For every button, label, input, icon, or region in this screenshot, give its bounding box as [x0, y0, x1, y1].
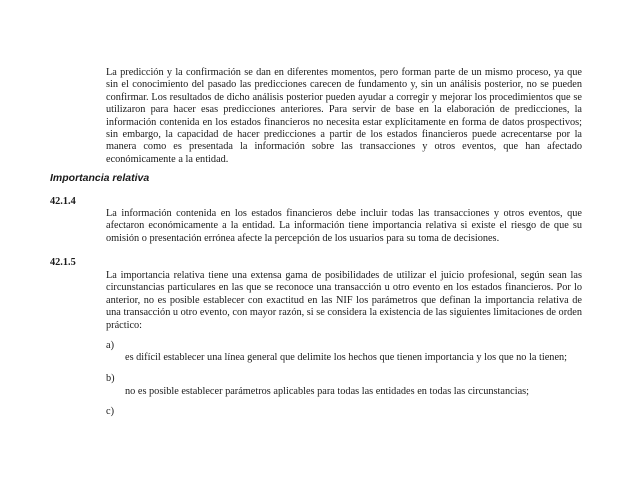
section-number: 42.1.5 [50, 257, 76, 268]
section-heading: Importancia relativa [50, 172, 150, 184]
intro-paragraph: La predicción y la confirmación se dan en diferentes momentos, pero forman parte de un mismo proceso, ya que sin el conocimiento del pasado las predicciones carecen de fundamento y, sin un análisis posterior, no se pueden confirmar. Los resultados de dicho análisis posterior pueden ayudar a corregir y mejorar los procedimientos que se utilizaron para hacer esas predicciones anteriores. Para servir de base en la elaboración de predicciones, la información contenida en los estados financieros no necesita estar explícitamente en forma de datos prospectivos; sin embargo, la capacidad de hacer predicciones a partir de los estados financieros puede acrecentarse por la manera como es presentada la información sobre las transacciones y otros eventos, que han afectado económicamente a la entidad. [106, 67, 582, 165]
section-paragraph: La importancia relativa tiene una extensa gama de posibilidades de utilizar el juicio profesional, según sean las circunstancias particulares en las que se reconoce una transacción u otro evento en los estados financieros. Por lo anterior, no es posible establecer con exactitud en las NIF los parámetros que definan la importancia relativa de una transacción u otro evento, con mayor razón, si se considera la existencia de las siguientes limitaciones de orden práctico: [106, 270, 582, 331]
list-item-marker: a) [106, 340, 114, 351]
section-paragraph: La información contenida en los estados financieros debe incluir todas las transacciones y otros eventos, que afectaron económicamente a la entidad. La información tiene importancia relativa si existe el riesgo de que su omisión o presentación errónea afecte la percepción de los usuarios para su toma de decisiones. [106, 208, 582, 244]
list-item-text: no es posible establecer parámetros aplicables para todas las entidades en todas las circunstancias; [125, 386, 530, 397]
list-item-marker: b) [106, 373, 115, 384]
list-item-marker: c) [106, 406, 114, 417]
section-number: 42.1.4 [50, 196, 76, 207]
list-item-text: es difícil establecer una línea general que delimite los hechos que tienen importancia y los que no la tienen; [125, 352, 568, 363]
